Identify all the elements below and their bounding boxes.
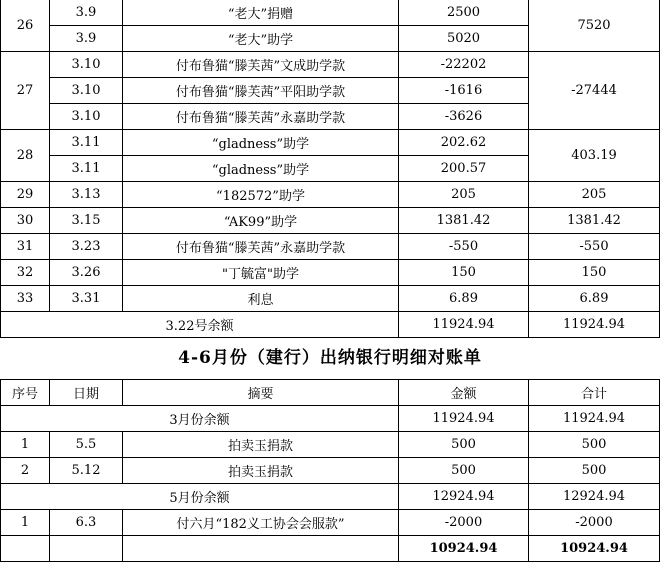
row-number: 33 bbox=[1, 286, 50, 312]
header-date: 日期 bbox=[50, 380, 123, 406]
empty-cell bbox=[50, 536, 123, 562]
row-amount: 500 bbox=[399, 432, 529, 458]
row-date: 3.31 bbox=[50, 286, 123, 312]
row-amount: -550 bbox=[399, 234, 529, 260]
balance-amount: 11924.94 bbox=[399, 406, 529, 432]
row-total: 6.89 bbox=[529, 286, 660, 312]
balance-row bbox=[1, 312, 660, 338]
balance-row bbox=[1, 484, 660, 510]
row-summary: 拍卖玉捐款 bbox=[123, 458, 399, 484]
balance-total: 11924.94 bbox=[529, 312, 660, 338]
row-date: 3.13 bbox=[50, 182, 123, 208]
row-date: 6.3 bbox=[50, 510, 123, 536]
row-total: 1381.42 bbox=[529, 208, 660, 234]
table-row bbox=[1, 458, 660, 484]
balance-total: 12924.94 bbox=[529, 484, 660, 510]
row-summary: 付布鲁猫“滕芙茜”文成助学款 bbox=[123, 52, 399, 78]
table-row bbox=[1, 0, 660, 26]
row-summary: “gladness”助学 bbox=[123, 130, 399, 156]
row-date: 3.11 bbox=[50, 130, 123, 156]
table-row bbox=[1, 208, 660, 234]
row-date: 3.9 bbox=[50, 0, 123, 26]
row-total: -550 bbox=[529, 234, 660, 260]
balance-label: 3月份余额 bbox=[1, 406, 399, 432]
table-row bbox=[1, 234, 660, 260]
row-date: 3.15 bbox=[50, 208, 123, 234]
row-total: 500 bbox=[529, 432, 660, 458]
row-summary: “AK99”助学 bbox=[123, 208, 399, 234]
balance-amount: 12924.94 bbox=[399, 484, 529, 510]
row-summary: 拍卖玉捐款 bbox=[123, 432, 399, 458]
row-amount: 202.62 bbox=[399, 130, 529, 156]
table-row bbox=[1, 52, 660, 78]
header-no: 序号 bbox=[1, 380, 50, 406]
row-date: 3.11 bbox=[50, 156, 123, 182]
row-summary: "丁毓富"助学 bbox=[123, 260, 399, 286]
row-total: 150 bbox=[529, 260, 660, 286]
row-summary: “老大”助学 bbox=[123, 26, 399, 52]
row-number: 28 bbox=[1, 130, 50, 182]
row-amount: 500 bbox=[399, 458, 529, 484]
row-amount: -1616 bbox=[399, 78, 529, 104]
table-row bbox=[1, 182, 660, 208]
row-date: 3.23 bbox=[50, 234, 123, 260]
table-row bbox=[1, 286, 660, 312]
row-summary: “182572”助学 bbox=[123, 182, 399, 208]
row-total: -27444 bbox=[529, 52, 660, 130]
row-number: 30 bbox=[1, 208, 50, 234]
row-date: 3.10 bbox=[50, 52, 123, 78]
row-amount: 1381.42 bbox=[399, 208, 529, 234]
row-amount: 2500 bbox=[399, 0, 529, 26]
row-summary: 付布鲁猫“滕芙茜”平阳助学款 bbox=[123, 78, 399, 104]
row-number: 26 bbox=[1, 0, 50, 52]
balance-label: 5月份余额 bbox=[1, 484, 399, 510]
balance-total: 11924.94 bbox=[529, 406, 660, 432]
table-row bbox=[1, 260, 660, 286]
row-number: 32 bbox=[1, 260, 50, 286]
row-total: 500 bbox=[529, 458, 660, 484]
header-total: 合计 bbox=[529, 380, 660, 406]
row-date: 3.10 bbox=[50, 78, 123, 104]
row-number: 27 bbox=[1, 52, 50, 130]
row-date: 5.12 bbox=[50, 458, 123, 484]
final-amount: 10924.94 bbox=[399, 536, 529, 562]
row-amount: 150 bbox=[399, 260, 529, 286]
row-total: -2000 bbox=[529, 510, 660, 536]
row-number: 29 bbox=[1, 182, 50, 208]
ledger-table-q2 bbox=[0, 379, 660, 562]
balance-amount: 11924.94 bbox=[399, 312, 529, 338]
row-amount: -2000 bbox=[399, 510, 529, 536]
row-summary: “gladness”助学 bbox=[123, 156, 399, 182]
row-number: 1 bbox=[1, 510, 50, 536]
row-amount: 5020 bbox=[399, 26, 529, 52]
row-total: 403.19 bbox=[529, 130, 660, 182]
final-total: 10924.94 bbox=[529, 536, 660, 562]
row-amount: -3626 bbox=[399, 104, 529, 130]
row-total: 7520 bbox=[529, 0, 660, 52]
balance-label: 3.22号余额 bbox=[1, 312, 399, 338]
row-amount: 205 bbox=[399, 182, 529, 208]
row-summary: 付布鲁猫“滕芙茜”永嘉助学款 bbox=[123, 234, 399, 260]
header-summary: 摘要 bbox=[123, 380, 399, 406]
row-summary: 利息 bbox=[123, 286, 399, 312]
row-amount: -22202 bbox=[399, 52, 529, 78]
row-total: 205 bbox=[529, 182, 660, 208]
statement-title: 4-6月份（建行）出纳银行明细对账单 bbox=[178, 348, 482, 368]
row-number: 1 bbox=[1, 432, 50, 458]
row-date: 3.26 bbox=[50, 260, 123, 286]
row-amount: 6.89 bbox=[399, 286, 529, 312]
row-date: 3.10 bbox=[50, 104, 123, 130]
row-date: 5.5 bbox=[50, 432, 123, 458]
empty-cell bbox=[123, 536, 399, 562]
row-number: 31 bbox=[1, 234, 50, 260]
row-summary: 付六月“182义工协会会服款” bbox=[123, 510, 399, 536]
row-number: 2 bbox=[1, 458, 50, 484]
row-summary: 付布鲁猫“滕芙茜”永嘉助学款 bbox=[123, 104, 399, 130]
header-amount: 金额 bbox=[399, 380, 529, 406]
row-summary: “老大”捐赠 bbox=[123, 0, 399, 26]
empty-cell bbox=[1, 536, 50, 562]
row-amount: 200.57 bbox=[399, 156, 529, 182]
balance-row bbox=[1, 406, 660, 432]
table-row bbox=[1, 510, 660, 536]
header-row bbox=[1, 380, 660, 406]
table-row bbox=[1, 130, 660, 156]
final-balance-row bbox=[1, 536, 660, 562]
row-date: 3.9 bbox=[50, 26, 123, 52]
table-row bbox=[1, 432, 660, 458]
